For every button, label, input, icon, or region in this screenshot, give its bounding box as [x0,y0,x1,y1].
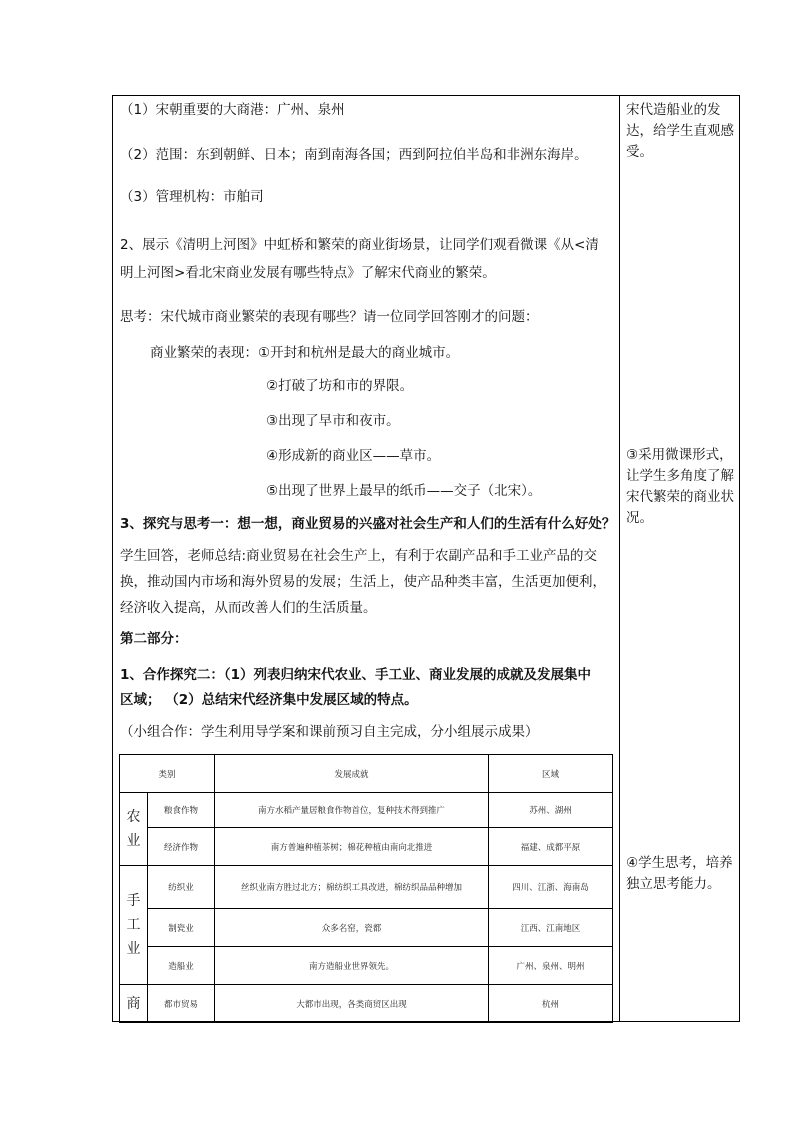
text-paragraph-answer: 学生回答，老师总结:商业贸易在社会生产上，有利于农副产品和手工业产品的交换，推动国内市场和海外贸易的发展；生活上，使产品种类丰富，生活更加便利，经济收入提高，从而改善人们的生活质量。 [120,548,606,616]
text-line-ports: （1）宋朝重要的大商港：广州、泉州 [120,102,345,118]
text-line-part-two: 第二部分： [120,631,188,647]
text-line-prosperity: 商业繁荣的表现：①开封和杭州是最大的商业城市。 [150,345,460,361]
row-region: 广州、泉州、明州 [489,947,613,985]
row-region: 江西、江南地区 [489,909,613,947]
text-line-think: 思考：宋代城市商业繁荣的表现有哪些？请一位同学回答刚才的问题： [120,309,539,325]
text-line-point-2: ②打破了坊和市的界限。 [266,378,414,394]
text-line-range: （2）范围：东到朝鲜、日本；南到南海各国；西到阿拉伯半岛和非洲东海岸。 [120,147,588,163]
row-achievement: 南方水稻产量居粮食作物首位，复种技术得到推广 [215,793,489,828]
header-achievement: 发展成就 [215,755,489,793]
row-subcategory: 纺织业 [148,866,215,909]
row-region: 福建、成都平原 [489,828,613,866]
table-header-row [120,755,613,793]
row-subcategory: 经济作物 [148,828,215,866]
row-region: 苏州、湖州 [489,793,613,828]
row-subcategory: 制瓷业 [148,909,215,947]
header-region: 区域 [489,755,613,793]
row-achievement: 南方普遍种植茶树；棉花种植由南向北推进 [215,828,489,866]
group-commerce: 商 [120,985,148,1023]
row-achievement: 丝织业南方胜过北方；棉纺织工具改进，棉纺织品品种增加 [215,866,489,909]
text-line-agency: （3）管理机构：市舶司 [120,189,264,205]
column-divider [619,95,620,1022]
group-agriculture: 农业 [120,793,148,866]
row-region: 四川、江浙、海南岛 [489,866,613,909]
row-region: 杭州 [489,985,613,1023]
text-line-explore-2a: 1、合作探究二：（1）列表归纳宋代农业、手工业、商业发展的成就及发展集中 [120,667,592,683]
group-handicraft: 手工业 [120,866,148,985]
header-category: 类别 [120,755,215,793]
side-note-thinking: ④学生思考，培养独立思考能力。 [626,855,733,892]
row-achievement: 南方造船业世界领先。 [215,947,489,985]
row-achievement: 众多名窑，瓷都 [215,909,489,947]
table-row [120,909,613,947]
side-note-microlesson: ③采用微课形式，让学生多角度了解宋代繁荣的商业状况。 [626,447,734,526]
row-subcategory: 造船业 [148,947,215,985]
table-row [120,793,613,828]
table-row [120,866,613,909]
text-line-point-3: ③出现了早市和夜市。 [266,413,400,429]
row-subcategory: 粮食作物 [148,793,215,828]
achievements-table [119,754,613,1023]
text-line-group-note: （小组合作：学生利用导学案和课前预习自主完成，分小组展示成果） [120,724,539,740]
text-line-point-4: ④形成新的商业区——草市。 [266,448,441,464]
table-row [120,985,613,1023]
row-subcategory: 都市贸易 [148,985,215,1023]
text-line-explore-1: 3、探究与思考一：想一想，商业贸易的兴盛对社会生产和人们的生活有什么好处？ [120,516,616,532]
text-line-show-2: 明上河图>看北宋商业发展有哪些特点》了解宋代商业的繁荣。 [120,265,496,281]
table-row [120,828,613,866]
text-line-explore-2b: 区域； （2）总结宋代经济集中发展区域的特点。 [120,692,418,708]
row-achievement: 大都市出现，各类商贸区出现 [215,985,489,1023]
text-line-show-1: 2、展示《清明上河图》中虹桥和繁荣的商业街场景，让同学们观看微课《从<清 [120,237,599,253]
text-line-point-5: ⑤出现了世界上最早的纸币——交子（北宋）。 [266,483,542,499]
table-row [120,947,613,985]
side-note-shipbuilding: 宋代造船业的发达，给学生直观感受。 [626,102,734,160]
